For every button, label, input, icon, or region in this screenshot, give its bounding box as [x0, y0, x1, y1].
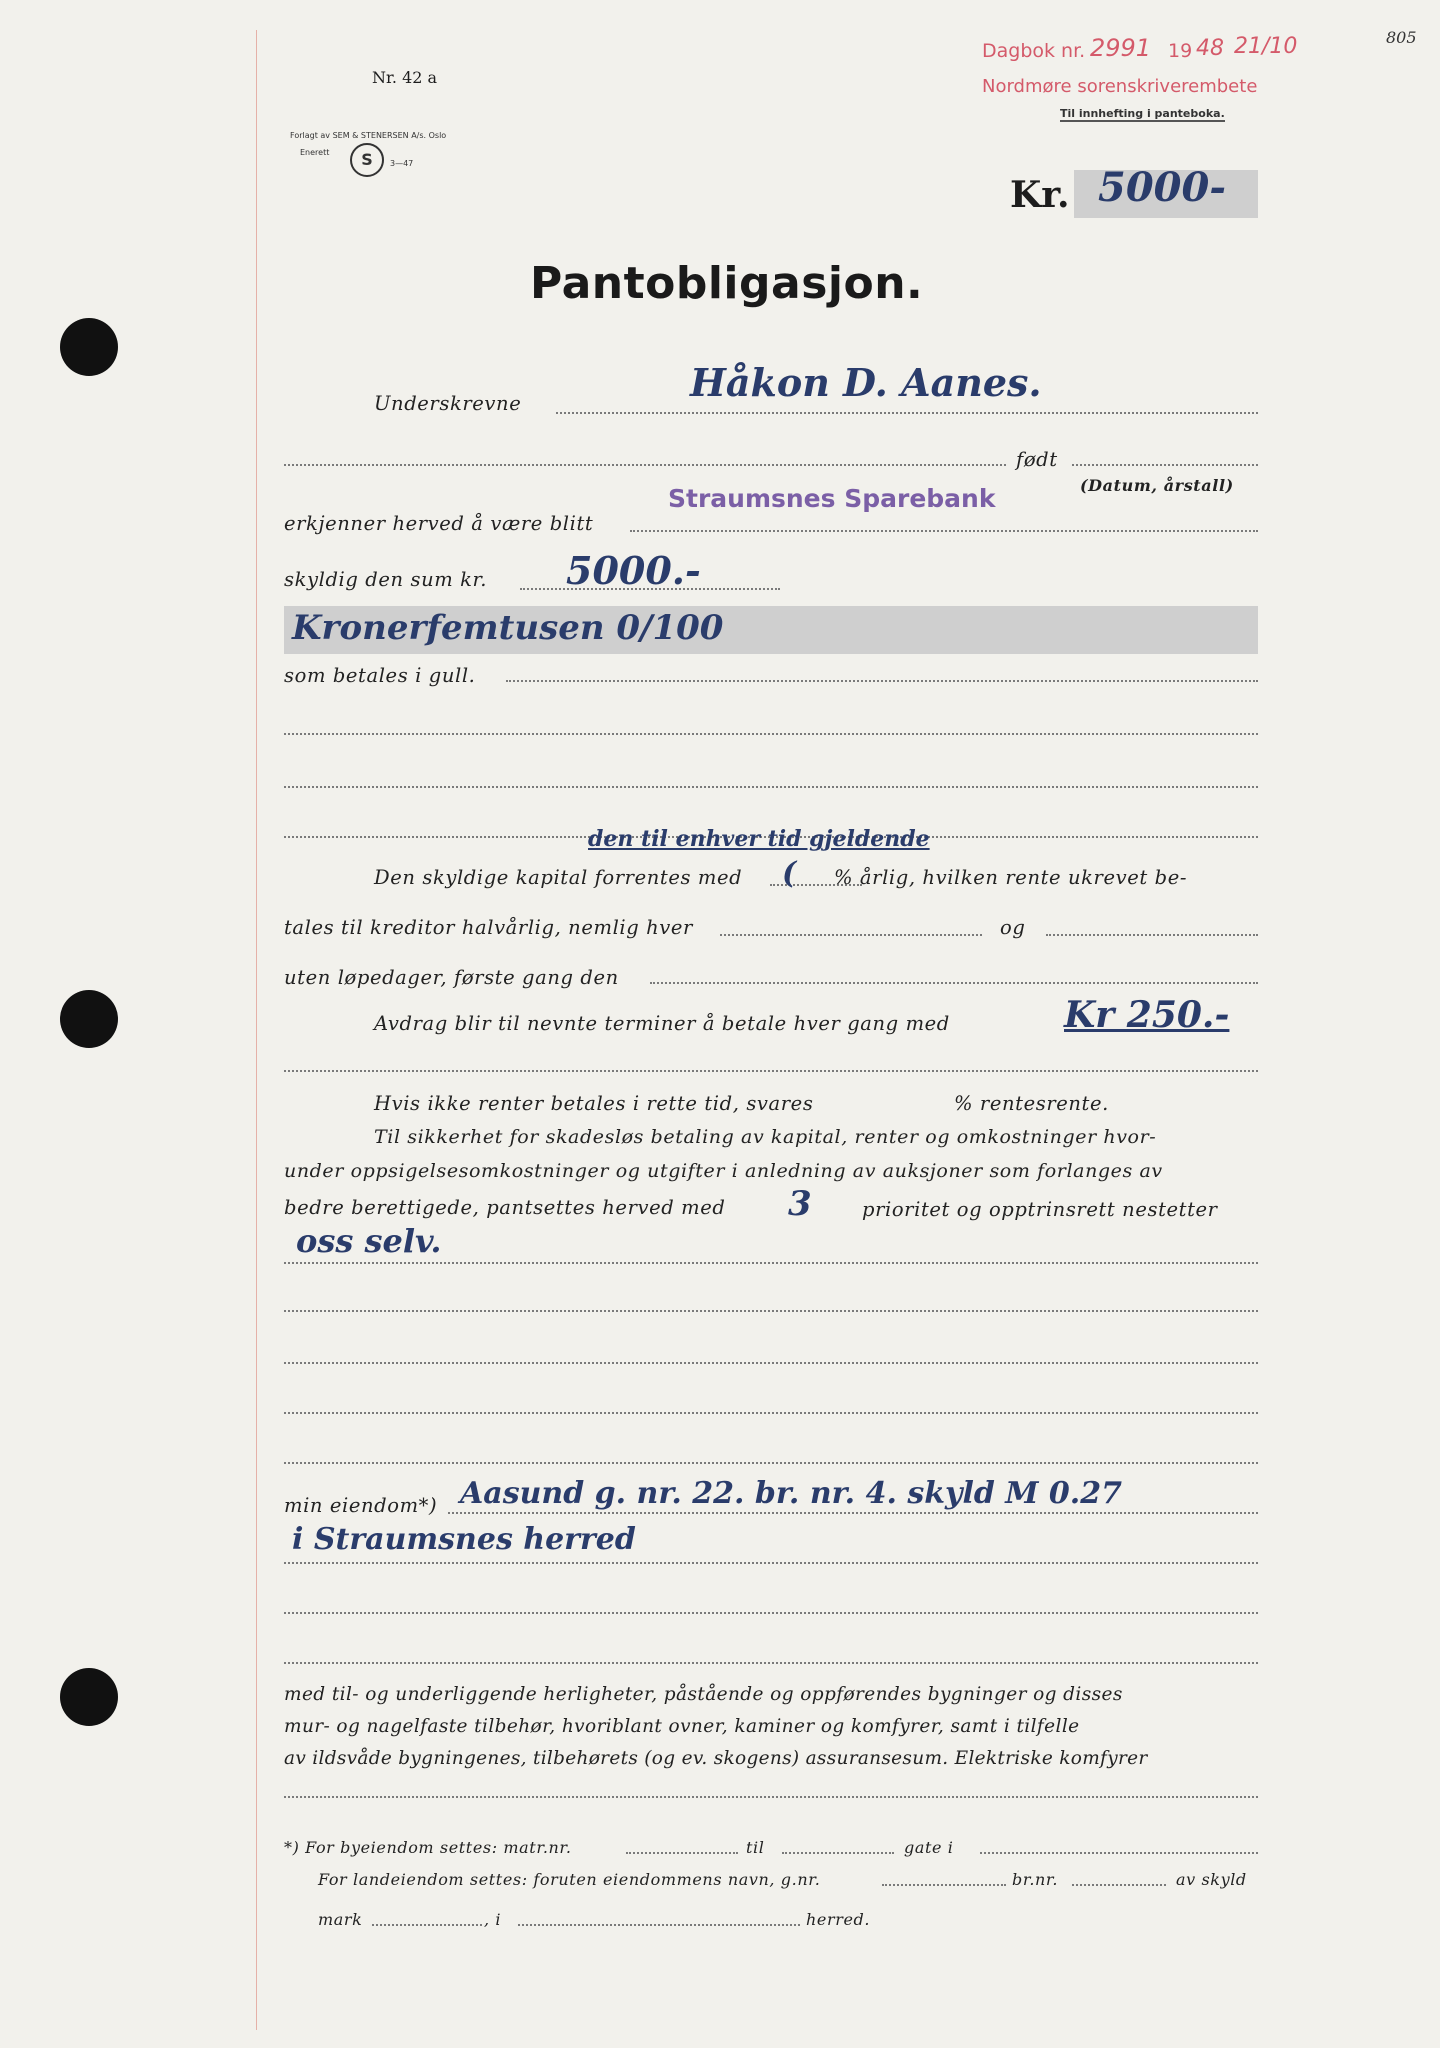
- creditor-label: erkjenner herved å være blitt: [284, 512, 594, 535]
- sum-words: Kronerfemtusen 0/100: [292, 608, 724, 648]
- interest-text-b: % årlig, hvilken rente ukrevet be-: [834, 866, 1188, 889]
- footnote-1c: gate i: [904, 1838, 954, 1857]
- footnote-3b: , i: [484, 1910, 502, 1929]
- property-line: [448, 1512, 1258, 1514]
- stamp-date: 21/10: [1234, 34, 1298, 59]
- footnote-2c: av skyld: [1176, 1870, 1247, 1889]
- property-line-2: [284, 1562, 1258, 1564]
- amount-value: 5000-: [1098, 164, 1226, 211]
- stamp-year-suffix: 48: [1196, 36, 1224, 61]
- clause-line-1: med til- og underliggende herligheter, påstående og oppførendes bygninger og disses: [284, 1684, 1123, 1705]
- property-label: min eiendom*): [284, 1494, 438, 1517]
- stamp-office: Nordmøre sorenskriverembete: [982, 76, 1258, 97]
- interest-line-2-and: og: [1000, 916, 1026, 939]
- interest-value: (: [782, 856, 797, 891]
- interest-line-2: tales til kreditor halvårlig, nemlig hver: [284, 916, 693, 939]
- footnote-1a: *) For byeiendom settes: matr.nr.: [284, 1838, 572, 1857]
- punch-hole-middle: [60, 990, 118, 1048]
- security-line-3a: bedre berettigede, pantsettes herved med: [284, 1196, 726, 1219]
- born-dots-right: [1072, 464, 1258, 466]
- footnote-3a: mark: [318, 1910, 363, 1929]
- property-value-2: i Straumsnes herred: [292, 1522, 636, 1557]
- stamp-dagbok-number: 2991: [1090, 34, 1152, 62]
- interest-label: Den skyldige kapital forrentes med: [374, 866, 743, 889]
- installment-blank-line: [284, 1070, 1258, 1072]
- blank-line-4: [284, 1310, 1258, 1312]
- creditor-stamp: Straumsnes Sparebank: [668, 484, 996, 513]
- punch-hole-bottom: [60, 1668, 118, 1726]
- security-value: oss selv.: [296, 1222, 442, 1260]
- installment-label: Avdrag blir til nevnte terminer å betale hver gang med: [374, 1012, 950, 1035]
- blank-line-5: [284, 1362, 1258, 1364]
- blank-line-1: [284, 733, 1258, 735]
- blank-line-2: [284, 786, 1258, 788]
- folio-number: 805: [1386, 28, 1417, 47]
- publisher-enerett: Enerett: [300, 148, 330, 157]
- interest-line-3-dots: [650, 982, 1258, 984]
- security-line-1: Til sikkerhet for skadesløs betaling av kapital, renter og omkostninger hvor-: [374, 1126, 1157, 1148]
- undersigned-label: Underskrevne: [374, 392, 522, 415]
- blank-line-8: [284, 1612, 1258, 1614]
- footnote-2-dots-a: [882, 1884, 1006, 1886]
- installment-value: Kr 250.-: [1064, 994, 1230, 1036]
- footnote-2b: br.nr.: [1012, 1870, 1059, 1889]
- form-number: Nr. 42 a: [372, 68, 438, 87]
- clause-line-2: mur- og nagelfaste tilbehør, hvoriblant ovner, kaminer og komfyrer, samt i tilfelle: [284, 1716, 1080, 1737]
- clause-line-3: av ildsvåde bygningenes, tilbehørets (og ev. skogens) assuransesum. Elektriske komfyrer: [284, 1748, 1148, 1769]
- penalty-text-a: Hvis ikke renter betales i rette tid, svares: [374, 1092, 814, 1115]
- blank-line-9: [284, 1662, 1258, 1664]
- undersigned-line: [556, 412, 1258, 414]
- undersigned-value: Håkon D. Aanes.: [690, 360, 1042, 405]
- stamp-dagbok-label: Dagbok nr.: [982, 40, 1086, 62]
- publisher-line: Forlagt av SEM & STENERSEN A/s. Oslo: [290, 131, 447, 140]
- document-title: Pantobligasjon.: [530, 258, 924, 309]
- footnote-1-dots-c: [980, 1852, 1258, 1854]
- footnote-1-dots-a: [626, 1852, 738, 1854]
- interest-note: den til enhver tid gjeldende: [588, 826, 930, 852]
- stamp-note: Til innhefting i panteboka.: [1060, 107, 1225, 120]
- gold-label: som betales i gull.: [284, 664, 476, 687]
- interest-line-2-dots: [720, 934, 982, 936]
- interest-line-2-dots-b: [1046, 934, 1258, 936]
- amount-label: Kr.: [1010, 174, 1070, 216]
- blank-line-6: [284, 1412, 1258, 1414]
- gold-line: [506, 680, 1258, 682]
- security-line-2: under oppsigelsesomkostninger og utgifter i anledning av auksjoner som forlanges av: [284, 1160, 1163, 1182]
- stamp-year-prefix: 19: [1168, 40, 1193, 62]
- property-value: Aasund g. nr. 22. br. nr. 4. skyld M 0.27: [460, 1476, 1122, 1511]
- interest-line-3: uten løpedager, første gang den: [284, 966, 619, 989]
- priority-value: 3: [788, 1184, 812, 1224]
- sum-value: 5000.-: [566, 548, 701, 593]
- footnote-1-dots-b: [782, 1852, 894, 1854]
- security-value-line: [284, 1262, 1258, 1264]
- publisher-seal: S: [350, 143, 384, 177]
- footnote-3c: herred.: [806, 1910, 871, 1929]
- born-dots-left: [284, 464, 1006, 466]
- sum-label: skyldig den sum kr.: [284, 568, 488, 591]
- clause-line-4: [284, 1796, 1258, 1798]
- footnote-2a: For landeiendom settes: foruten eiendommens navn, g.nr.: [318, 1870, 821, 1889]
- publisher-date: 3—47: [390, 159, 414, 168]
- footnote-1b: til: [746, 1838, 765, 1857]
- blank-line-7: [284, 1462, 1258, 1464]
- punch-hole-top: [60, 318, 118, 376]
- footnote-3-dots-b: [518, 1924, 800, 1926]
- footnote-2-dots-b: [1072, 1884, 1166, 1886]
- born-hint: (Datum, årstall): [1080, 476, 1234, 495]
- security-line-3b: prioritet og opptrinsrett nestetter: [862, 1198, 1218, 1221]
- margin-line: [256, 30, 257, 2030]
- footnote-3-dots-a: [372, 1924, 482, 1926]
- born-label: født: [1016, 448, 1058, 471]
- penalty-text-b: % rentesrente.: [954, 1092, 1109, 1115]
- creditor-line: [630, 530, 1258, 532]
